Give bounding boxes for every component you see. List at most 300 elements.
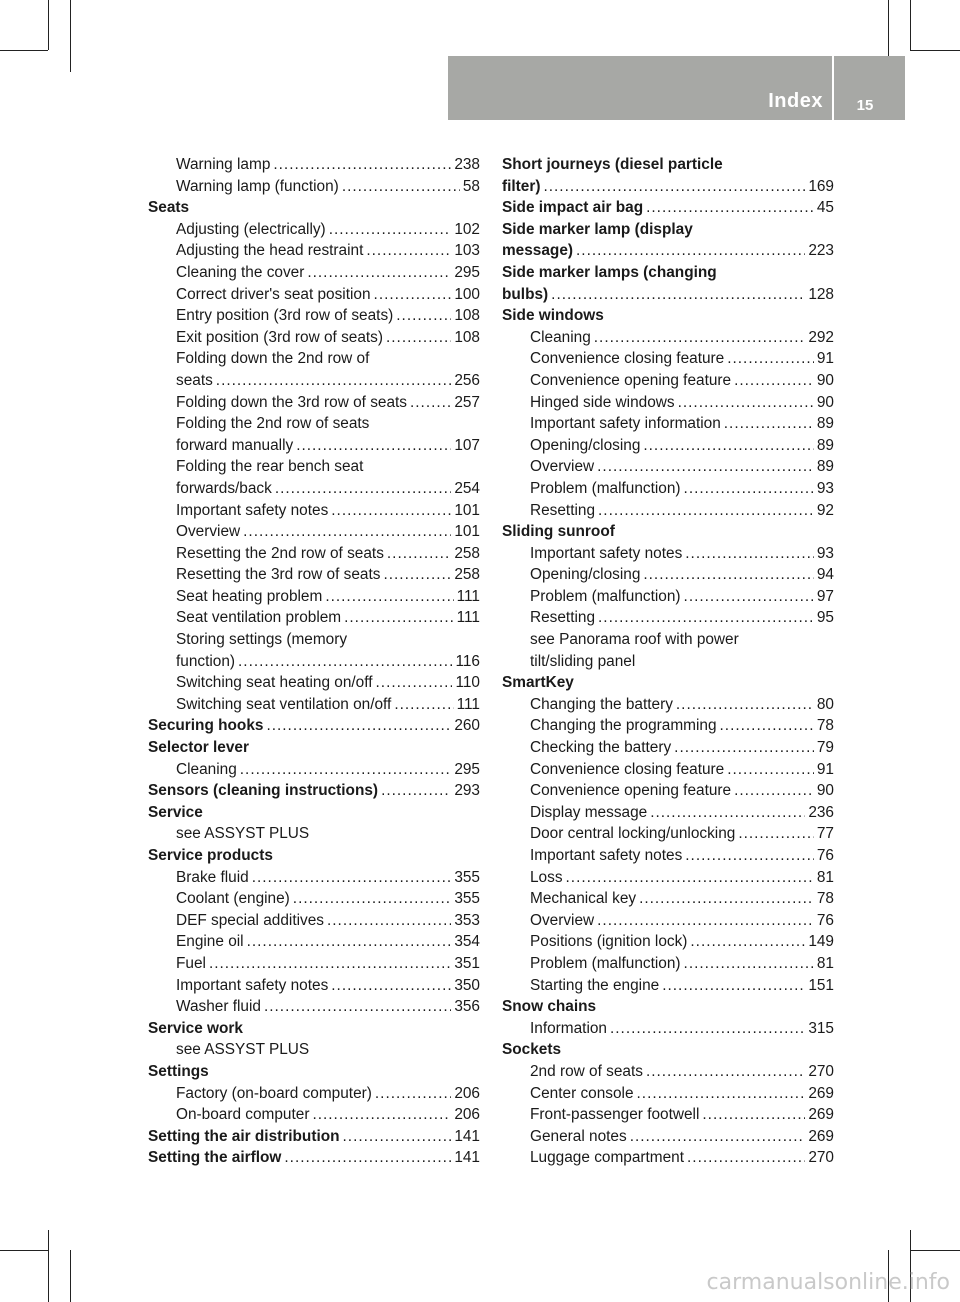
index-entry [502,500,834,522]
dot-leader [329,219,452,241]
index-entry [502,435,834,457]
dot-leader [734,370,814,392]
page-ref: 270 [808,1062,834,1080]
dot-leader [685,845,814,867]
dot-leader [720,715,814,737]
page-ref: 110 [455,674,480,692]
index-entry [502,651,834,673]
entry-text: Important safety notes [530,847,683,864]
page-ref: 111 [456,609,480,627]
index-heading [148,1126,480,1148]
entry-text: DEF special additives [176,911,324,929]
index-entry [502,845,834,867]
index-entry [502,975,834,997]
index-entry [148,240,480,262]
entry-text: Switching seat ventilation on/off [176,695,392,713]
index-entry [502,888,834,910]
page-ref: 90 [816,393,834,411]
index-entry [148,348,480,370]
index-entry [148,910,480,932]
entry-text: General notes [530,1127,627,1145]
entry-text: Folding the 2nd row of seats [176,415,370,433]
index-entry [502,1061,834,1083]
dot-leader [734,780,814,802]
dot-leader [674,737,814,759]
dot-leader [275,478,452,500]
dot-leader [410,392,451,414]
entry-text: Exit position (3rd row of seats) [176,328,383,346]
index-heading [502,154,834,176]
entry-text: Problem (malfunction) [530,587,681,605]
dot-leader [702,1104,805,1126]
page-ref: 116 [455,652,480,670]
index-heading [148,715,480,737]
index-column-left [148,154,480,1169]
index-entry [502,910,834,932]
crop-mark [70,1250,71,1302]
dot-leader [252,867,452,889]
entry-text: Washer fluid [176,998,261,1016]
entry-text: Mechanical key [530,890,637,908]
dot-leader [383,564,451,586]
entry-text: Folding down the 2nd row of [176,350,370,368]
dot-leader [646,197,814,219]
page-ref: 92 [816,501,834,519]
dot-leader [266,715,451,737]
entry-text: Seat ventilation problem [176,609,342,627]
index-entry [148,478,480,500]
page-ref: 270 [808,1149,834,1167]
index-heading [148,845,480,867]
index-entry [502,629,834,651]
index-entry [148,327,480,349]
entry-text: Sockets [502,1041,562,1059]
entry-text: Information [530,1019,607,1037]
entry-text: Important safety information [530,415,721,433]
index-entry [148,975,480,997]
dot-leader [296,435,451,457]
page-ref: 269 [808,1084,834,1102]
dot-leader [238,651,452,673]
entry-text: Engine oil [176,933,244,951]
page-ref: 256 [454,371,480,389]
entry-text: Service products [148,847,273,864]
dot-leader [687,1147,805,1169]
dot-leader [643,435,814,457]
dot-leader [342,176,460,198]
entry-text: Warning lamp (function) [176,177,339,195]
dot-leader [374,284,452,306]
entry-text: Entry position (3rd row of seats) [176,307,394,325]
entry-text: Adjusting (electrically) [176,220,326,238]
index-heading [502,197,834,219]
index-entry [502,931,834,953]
entry-text: Short journeys (diesel particle [502,156,723,173]
page-number: 15 [856,97,874,114]
page-ref: 107 [454,436,480,454]
entry-text: Side marker lamps (changing [502,263,717,281]
index-heading [502,219,834,241]
page-ref: 206 [454,1084,480,1102]
entry-text: Folding the rear bench seat [176,458,364,476]
entry-text: Resetting [530,609,596,627]
index-entry [148,262,480,284]
page-ref: 258 [454,544,480,562]
dot-leader [598,500,814,522]
index-entry [148,1104,480,1126]
entry-text: Positions (ignition lock) [530,933,688,951]
entry-text: Luggage compartment [530,1149,685,1167]
entry-text: Seat heating problem [176,587,323,605]
index-heading [148,737,480,759]
page-ref: 101 [454,501,480,519]
dot-leader [307,262,451,284]
page-ref: 91 [816,760,834,778]
index-entry [148,1083,480,1105]
dot-leader [610,1018,805,1040]
dot-leader [738,823,814,845]
page-ref: 89 [816,458,834,476]
index-entry [148,629,480,651]
dot-leader [639,888,814,910]
dot-leader [690,931,805,953]
crop-mark [48,0,49,50]
entry-text: Important safety notes [176,976,329,994]
dot-leader [597,456,814,478]
page-ref: 353 [454,911,480,929]
page-ref: 257 [454,393,480,411]
entry-text: Display message [530,803,648,821]
page-ref: 80 [816,695,834,713]
dot-leader [394,694,453,716]
entry-text: Starting the engine [530,976,660,994]
dot-leader [375,1083,451,1105]
entry-text: SmartKey [502,674,574,692]
dot-leader [331,975,451,997]
index-entry [148,996,480,1018]
entry-text: Problem (malfunction) [530,479,681,497]
page-ref: 206 [454,1106,480,1124]
entry-text: Opening/closing [530,436,641,454]
entry-text: Side impact air bag [502,199,644,217]
entry-text: Resetting the 2nd row of seats [176,544,384,562]
entry-text: Coolant (engine) [176,890,290,908]
index-entry [502,413,834,435]
page-ref: 269 [808,1127,834,1145]
entry-text: see ASSYST PLUS [176,825,310,843]
entry-text: Setting the air distribution [148,1127,340,1145]
entry-text: Fuel [176,954,206,972]
dot-leader [727,759,814,781]
page-ref: 151 [808,976,834,994]
entry-text: Snow chains [502,998,597,1016]
entry-text: Side marker lamp (display [502,220,693,238]
index-entry [502,370,834,392]
entry-text: 2nd row of seats [530,1062,643,1080]
page-ref: 293 [454,782,480,800]
entry-text: Important safety notes [530,544,683,562]
page-ref: 108 [454,307,480,325]
dot-leader [643,564,814,586]
entry-text: Checking the battery [530,739,672,757]
index-entry [148,1039,480,1061]
dot-leader [678,392,814,414]
entry-text: filter) [502,177,541,195]
crop-mark [910,50,960,51]
page-ref: 292 [808,328,834,346]
dot-leader [646,1061,805,1083]
index-heading [502,672,834,694]
entry-text: Storing settings (memory [176,631,348,649]
dot-leader [676,694,814,716]
entry-text: Service [148,803,203,821]
dot-leader [243,521,451,543]
index-entry [502,1018,834,1040]
page-ref: 91 [816,350,834,368]
index-entry [148,607,480,629]
index-entry [148,564,480,586]
crop-mark [910,1250,960,1251]
crop-mark [0,1250,48,1251]
entry-text: forwards/back [176,479,272,497]
entry-text: forward manually [176,436,294,454]
page-ref: 141 [454,1149,480,1167]
entry-text: Front-passenger footwell [530,1106,700,1124]
entry-text: Overview [530,458,595,476]
entry-text: Problem (malfunction) [530,954,681,972]
page-title: Index [768,90,823,112]
index-entry [502,780,834,802]
index-entry [502,1104,834,1126]
dot-leader [343,1126,452,1148]
entry-text: Correct driver's seat position [176,285,371,303]
index-heading [502,305,834,327]
index-entry [148,392,480,414]
page-ref: 350 [454,976,480,994]
index-heading [148,197,480,219]
index-entry [148,435,480,457]
dot-leader [684,586,814,608]
entry-text: Securing hooks [148,717,264,735]
dot-leader [331,500,451,522]
index-entry [502,694,834,716]
dot-leader [240,759,452,781]
index-entry [148,867,480,889]
index-entry [502,543,834,565]
dot-leader [209,953,451,975]
index-entry [148,370,480,392]
index-entry [148,953,480,975]
crop-mark [48,1230,49,1302]
entry-text: Changing the programming [530,717,717,735]
dot-leader [396,305,451,327]
entry-text: Resetting the 3rd row of seats [176,566,381,584]
entry-text: Selector lever [148,739,249,757]
page-ref: 295 [454,263,480,281]
page-ref: 78 [816,890,834,908]
index-entry [502,392,834,414]
index-entry [148,176,480,198]
dot-leader [325,586,453,608]
index-entry [502,737,834,759]
entry-text: function) [176,652,236,670]
index-entry [148,672,480,694]
index-entry [502,759,834,781]
crop-mark [0,50,48,51]
dot-leader [386,327,451,349]
entry-text: Cleaning [176,760,237,778]
dot-leader [724,413,814,435]
index-heading [148,802,480,824]
entry-text: see ASSYST PLUS [176,1041,310,1059]
entry-text: Adjusting the head restraint [176,242,364,260]
page-ref: 254 [454,479,480,497]
entry-text: Overview [176,523,241,541]
page-ref: 77 [816,825,834,843]
index-entry [148,284,480,306]
dot-leader [264,996,451,1018]
dot-leader [685,543,814,565]
index-entry [502,348,834,370]
page-ref: 238 [454,156,480,173]
dot-leader [543,176,805,198]
entry-text: bulbs) [502,285,549,303]
page-ref: 258 [454,566,480,584]
dot-leader [551,284,805,306]
page-ref: 89 [816,415,834,433]
index-entry [502,802,834,824]
dot-leader [344,607,453,629]
page-ref: 260 [454,717,480,735]
page-ref: 101 [454,523,480,541]
page-ref: 100 [454,285,480,303]
page-ref: 223 [808,242,834,260]
index-entry [148,413,480,435]
page-ref: 58 [462,177,480,195]
index-heading [502,176,834,198]
page-ref: 78 [816,717,834,735]
crop-mark [70,0,71,72]
page-ref: 95 [816,609,834,627]
dot-leader [247,931,452,953]
dot-leader [637,1083,806,1105]
dot-leader [684,478,814,500]
page-ref: 103 [454,242,480,260]
entry-text: Resetting [530,501,596,519]
index-entry [502,478,834,500]
dot-leader [727,348,814,370]
dot-leader [630,1126,806,1148]
entry-text: Convenience opening feature [530,782,732,800]
dot-leader [327,910,451,932]
index-entry [502,953,834,975]
page-ref: 76 [816,847,834,864]
entry-text: Switching seat heating on/off [176,674,373,692]
page-ref: 94 [816,566,834,584]
dot-leader [312,1104,451,1126]
index-entry [148,305,480,327]
page-ref: 355 [454,868,480,886]
entry-text: see Panorama roof with power [530,631,739,649]
page-ref: 81 [816,868,834,886]
index-entry [148,586,480,608]
page-ref: 45 [816,199,834,217]
page-ref: 351 [454,954,480,972]
dot-leader [273,154,451,176]
dot-leader [284,1147,451,1169]
dot-leader [387,543,451,565]
page-ref: 76 [816,911,834,929]
page-ref: 149 [808,933,834,951]
page-ref: 236 [808,803,834,821]
entry-text: Opening/closing [530,566,641,584]
entry-text: On-board computer [176,1106,310,1124]
index-heading [502,996,834,1018]
page-ref: 269 [808,1106,834,1124]
page-ref: 81 [816,954,834,972]
header-bar [448,56,905,120]
index-entry [502,867,834,889]
page-ref: 315 [808,1019,834,1037]
entry-text: Convenience opening feature [530,371,732,389]
index-entry [502,586,834,608]
page-ref: 295 [454,760,480,778]
dot-leader [381,780,451,802]
page-ref: 354 [454,933,480,951]
index-column-right [502,154,834,1169]
index-entry [148,500,480,522]
entry-text: Seats [148,199,190,217]
dot-leader [366,240,451,262]
index-entry [502,564,834,586]
crop-mark [910,0,911,50]
index-entry [148,521,480,543]
index-heading [148,1147,480,1169]
index-entry [502,823,834,845]
dot-leader [594,327,806,349]
index-entry [148,456,480,478]
index-entry [148,759,480,781]
entry-text: Warning lamp [176,156,271,173]
entry-text: Door central locking/unlocking [530,825,736,843]
dot-leader [216,370,452,392]
entry-text: Cleaning the cover [176,263,305,281]
entry-text: tilt/sliding panel [530,652,636,670]
index-entry [502,1083,834,1105]
dot-leader [597,910,814,932]
index-entry [502,456,834,478]
index-entry [148,219,480,241]
index-heading [502,240,834,262]
page-ref: 356 [454,998,480,1016]
dot-leader [650,802,805,824]
entry-text: Sliding sunroof [502,523,615,541]
page-ref: 111 [456,695,480,713]
entry-text: Hinged side windows [530,393,675,411]
index-entry [148,931,480,953]
index-entry [148,823,480,845]
entry-text: Settings [148,1062,209,1080]
index-entry [502,1126,834,1148]
index-heading [502,262,834,284]
index-heading [502,521,834,543]
index-heading [148,1061,480,1083]
entry-text: Important safety notes [176,501,329,519]
index-entry [148,154,480,176]
entry-text: Cleaning [530,328,591,346]
page-ref: 141 [454,1127,480,1145]
page-ref: 90 [816,782,834,800]
